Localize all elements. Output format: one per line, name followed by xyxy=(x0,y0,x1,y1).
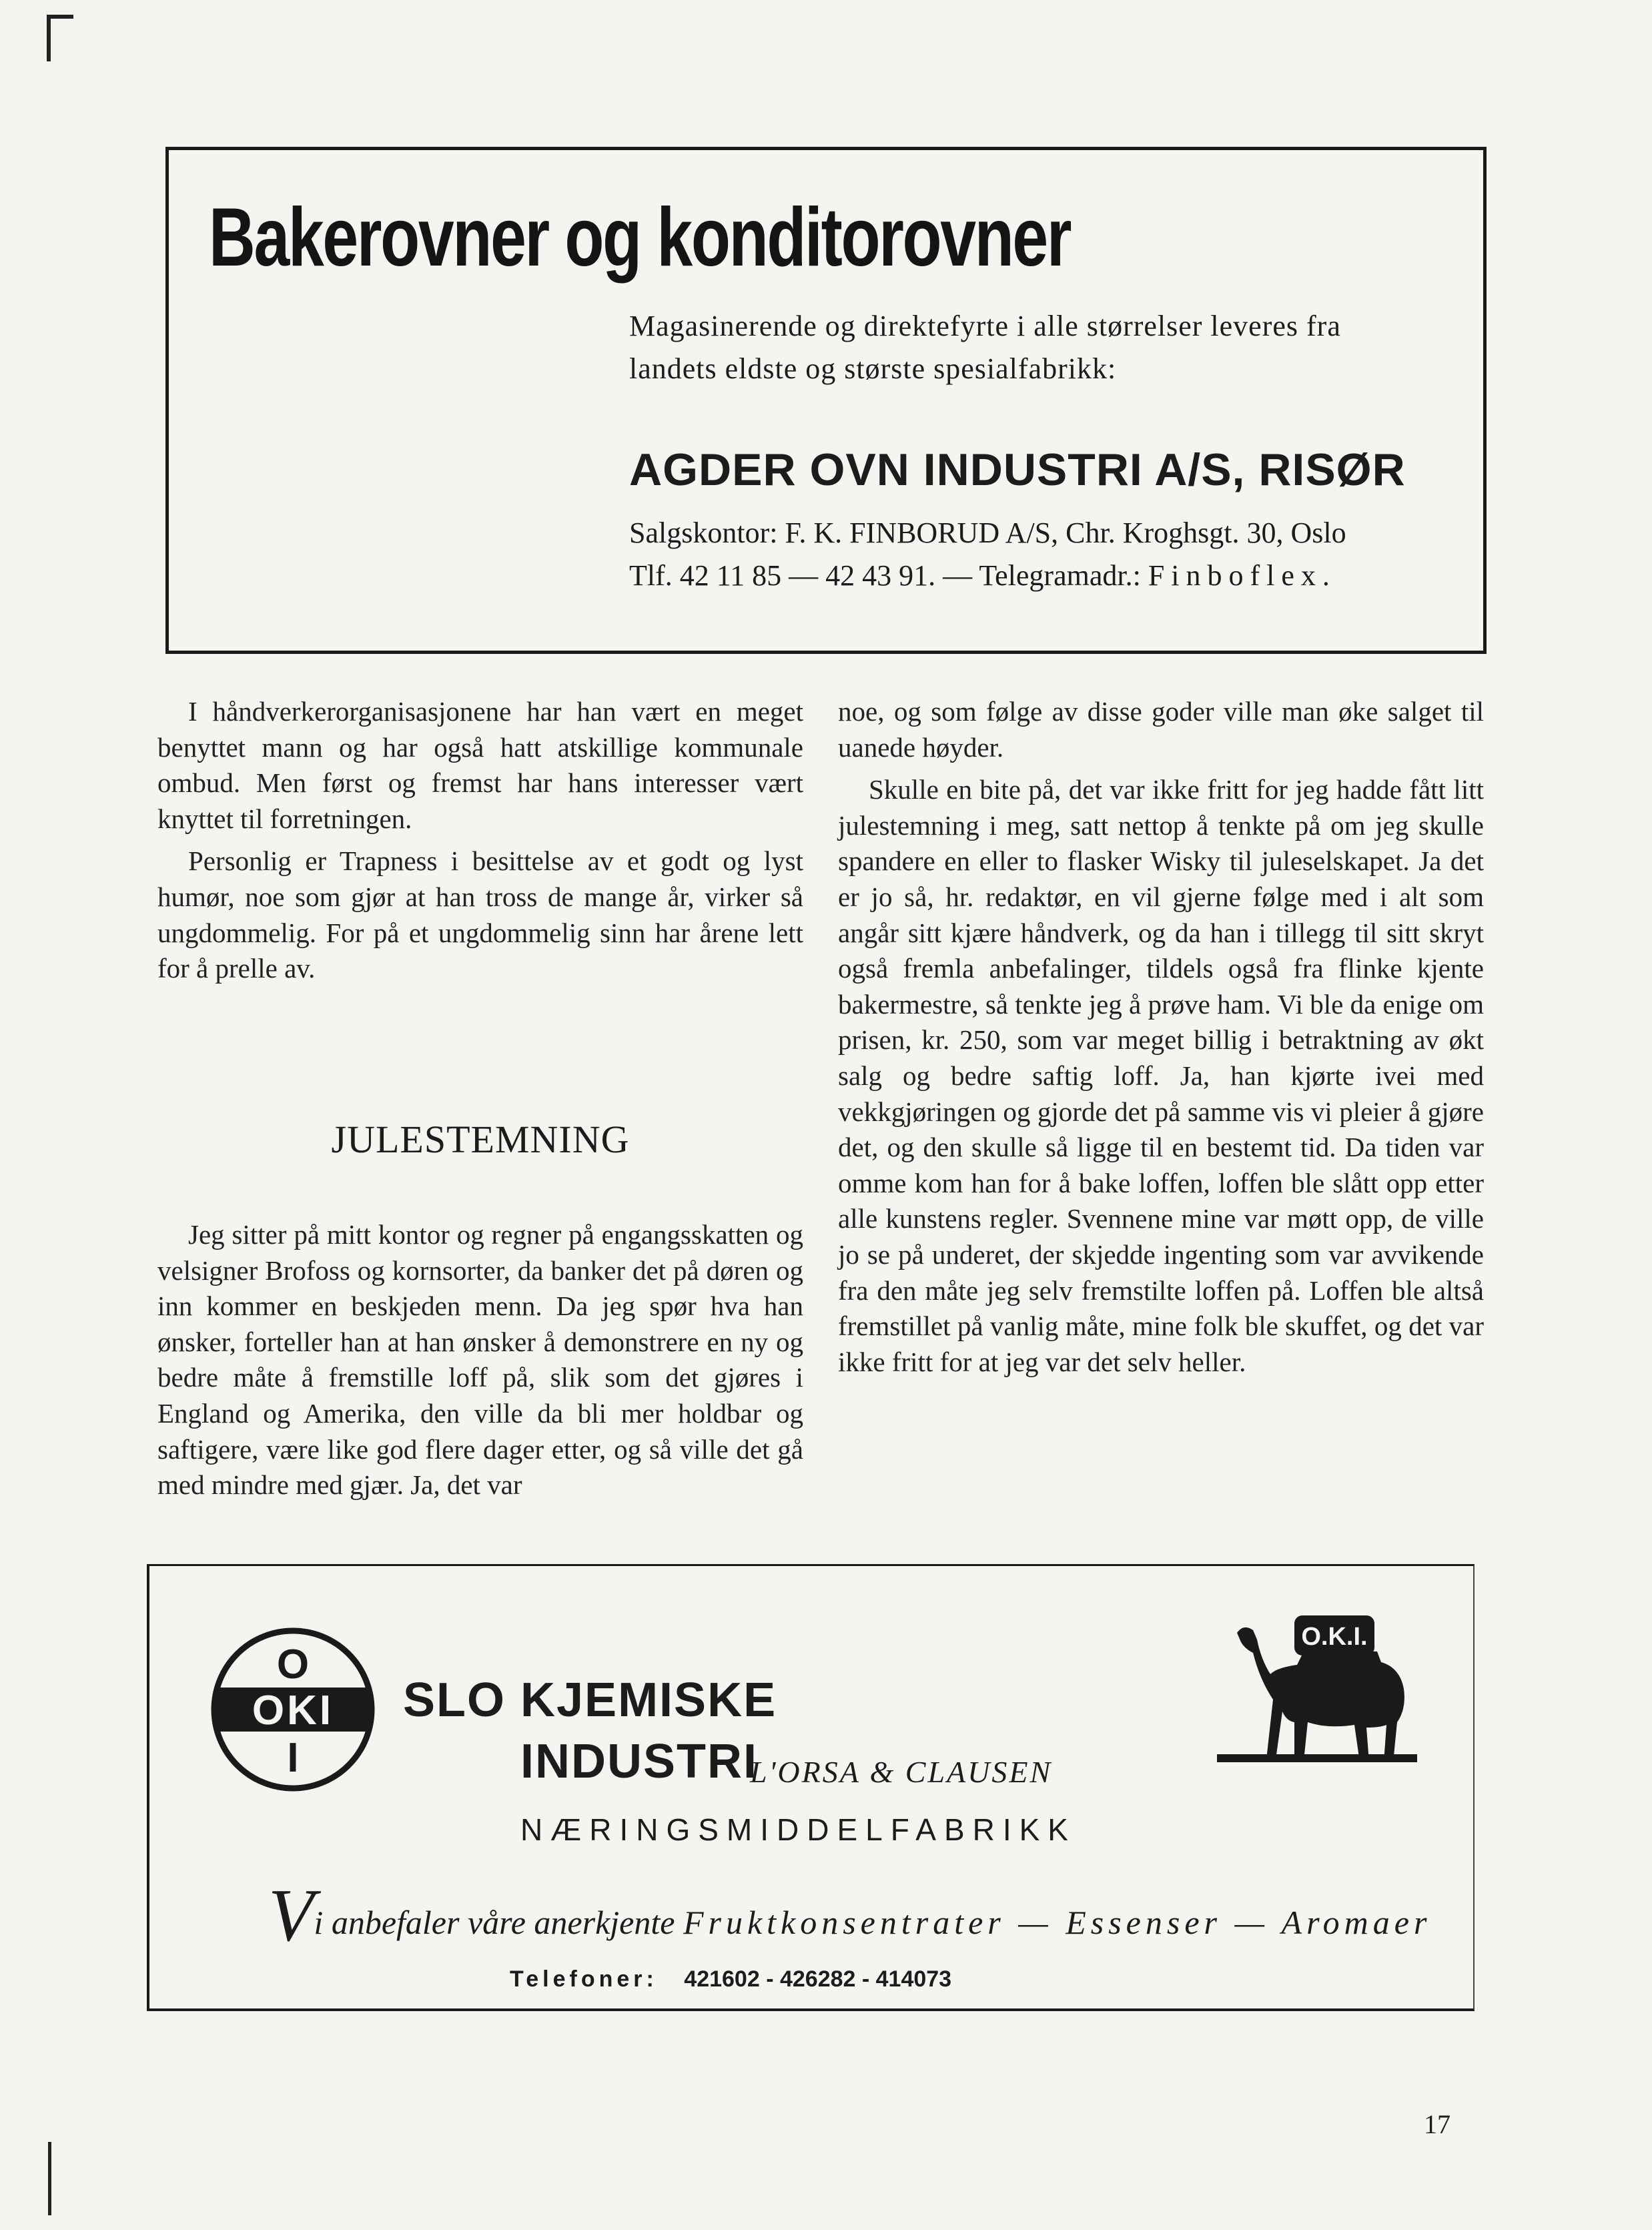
corner-mark xyxy=(47,15,51,61)
article-left-column-lower xyxy=(157,1217,803,1503)
company-owners: L'ORSA & CLAUSEN xyxy=(750,1755,1053,1789)
logo-letters-middle: OKI xyxy=(252,1688,334,1734)
slogan-text: i anbefaler våre anerkjente xyxy=(314,1904,675,1941)
corner-mark xyxy=(48,2142,51,2215)
article-paragraph: Jeg sitter på mitt kontor og regner på engangsskatten og velsigner Brofoss og kornsorter, da banker det på døren og inn kommer en beskjeden menn. Da jeg spør hva han ønsker, forteller han at han ønsker å demonstrere en ny og bedre måte å fremstille loff på, slik som det gjøres i England og Amerika, den ville da bli mer holdbar og saftigere, være like god flere dager etter, og så ville det gå med mindre med gjær. Ja, det var xyxy=(157,1219,803,1501)
camel-icon xyxy=(1217,1606,1417,1766)
slogan-initial: V xyxy=(268,1874,314,1957)
phones-label: Telefoner: xyxy=(510,1966,658,1992)
article-paragraph: noe, og som følge av disse goder ville man øke salget til uanede høyder. xyxy=(838,696,1484,763)
oki-logo xyxy=(210,1626,376,1793)
article-right-column xyxy=(838,694,1484,1380)
page-number: 17 xyxy=(1424,2109,1451,2139)
oki-ad xyxy=(147,1564,1475,2011)
slogan-products: Fruktkonsentrater — Essenser — Aromaer xyxy=(683,1904,1432,1941)
phone-line xyxy=(629,559,1336,593)
ad-intro-line: landets eldste og største spesialfabrikk: xyxy=(629,352,1117,385)
article-left-column xyxy=(157,694,803,987)
logo-letter-bottom: I xyxy=(287,1735,299,1781)
corner-mark xyxy=(47,15,73,19)
camel-label: O.K.I. xyxy=(1301,1623,1368,1651)
article-paragraph: I håndverkerorganisasjonene har han vært en meget benyttet mann og har også hatt atskillige kommunale ombud. Men først og fremst har hans interesser vært knyttet til forretningen. xyxy=(157,696,803,834)
phone-numbers xyxy=(510,1966,951,1992)
ad-title: Bakerovner og konditorovner xyxy=(209,192,1071,284)
telegram-address: Finboflex. xyxy=(1148,559,1336,592)
phones-value: 421602 - 426282 - 414073 xyxy=(684,1966,952,1992)
ad-intro xyxy=(629,305,1450,390)
logo-letter-top: O xyxy=(276,1641,310,1688)
article-paragraph: Personlig er Trapness i besittelse av et godt og lyst humør, noe som gjør at han tross de mange år, virker så ungdommelig. For på et ungdommelig sinn har årene lett for å prelle av. xyxy=(157,845,803,984)
company-name-line1: SLO KJEMISKE xyxy=(403,1674,777,1727)
phone-numbers: Tlf. 42 11 85 — 42 43 91. — Telegramadr.: xyxy=(629,559,1141,592)
slogan xyxy=(268,1873,1431,1959)
article-paragraph: Skulle en bite på, det var ikke fritt for jeg hadde fått litt julestemning i meg, satt nettop å tenkte på om jeg skulle spandere en eller to flasker Wisky til juleselskapet. Ja det er jo så, hr. redaktør, en vil gjerne følge med i alt som angår sitt kjære håndverk, og da han i tillegg til sitt skryt også fremla anbefalinger, tildels også fra flinke kjente bakermestre, så tenkte jeg å prøve ham. Vi ble da enige om prisen, kr. 250, som var meget billig i betraktning av økt salg og bedre saftig loff. Ja, han kjørte ivei med vekkgjøringen og gjorde det på samme vis vi pleier å gjøre det, og den skulle så ligge til en bestemt tid. Da tiden var omme kom han for å bake loffen, loffen ble slått opp etter alle kunstens regler. Svennene mine var møtt opp, de ville jo se på underet, der skjedde ingenting som var avvikende fra den måte jeg selv fremstilte loffen på. Loffen ble altså fremstillet på vanlig måte, mine folk ble skuffet, og det var ikke fritt for at jeg var det selv heller. xyxy=(838,774,1484,1377)
company-name-line2: INDUSTRI xyxy=(520,1735,758,1788)
sales-office: Salgskontor: F. K. FINBORUD A/S, Chr. Kroghsgt. 30, Oslo xyxy=(629,516,1346,549)
bakery-ovens-ad xyxy=(165,147,1487,654)
section-heading: JULESTEMNING xyxy=(331,1118,630,1161)
company-name: AGDER OVN INDUSTRI A/S, RISØR xyxy=(629,444,1406,495)
ad-intro-line: Magasinerende og direktefyrte i alle størrelser leveres fra xyxy=(629,310,1341,342)
company-subtitle: NÆRINGSMIDDELFABRIKK xyxy=(520,1812,1076,1847)
